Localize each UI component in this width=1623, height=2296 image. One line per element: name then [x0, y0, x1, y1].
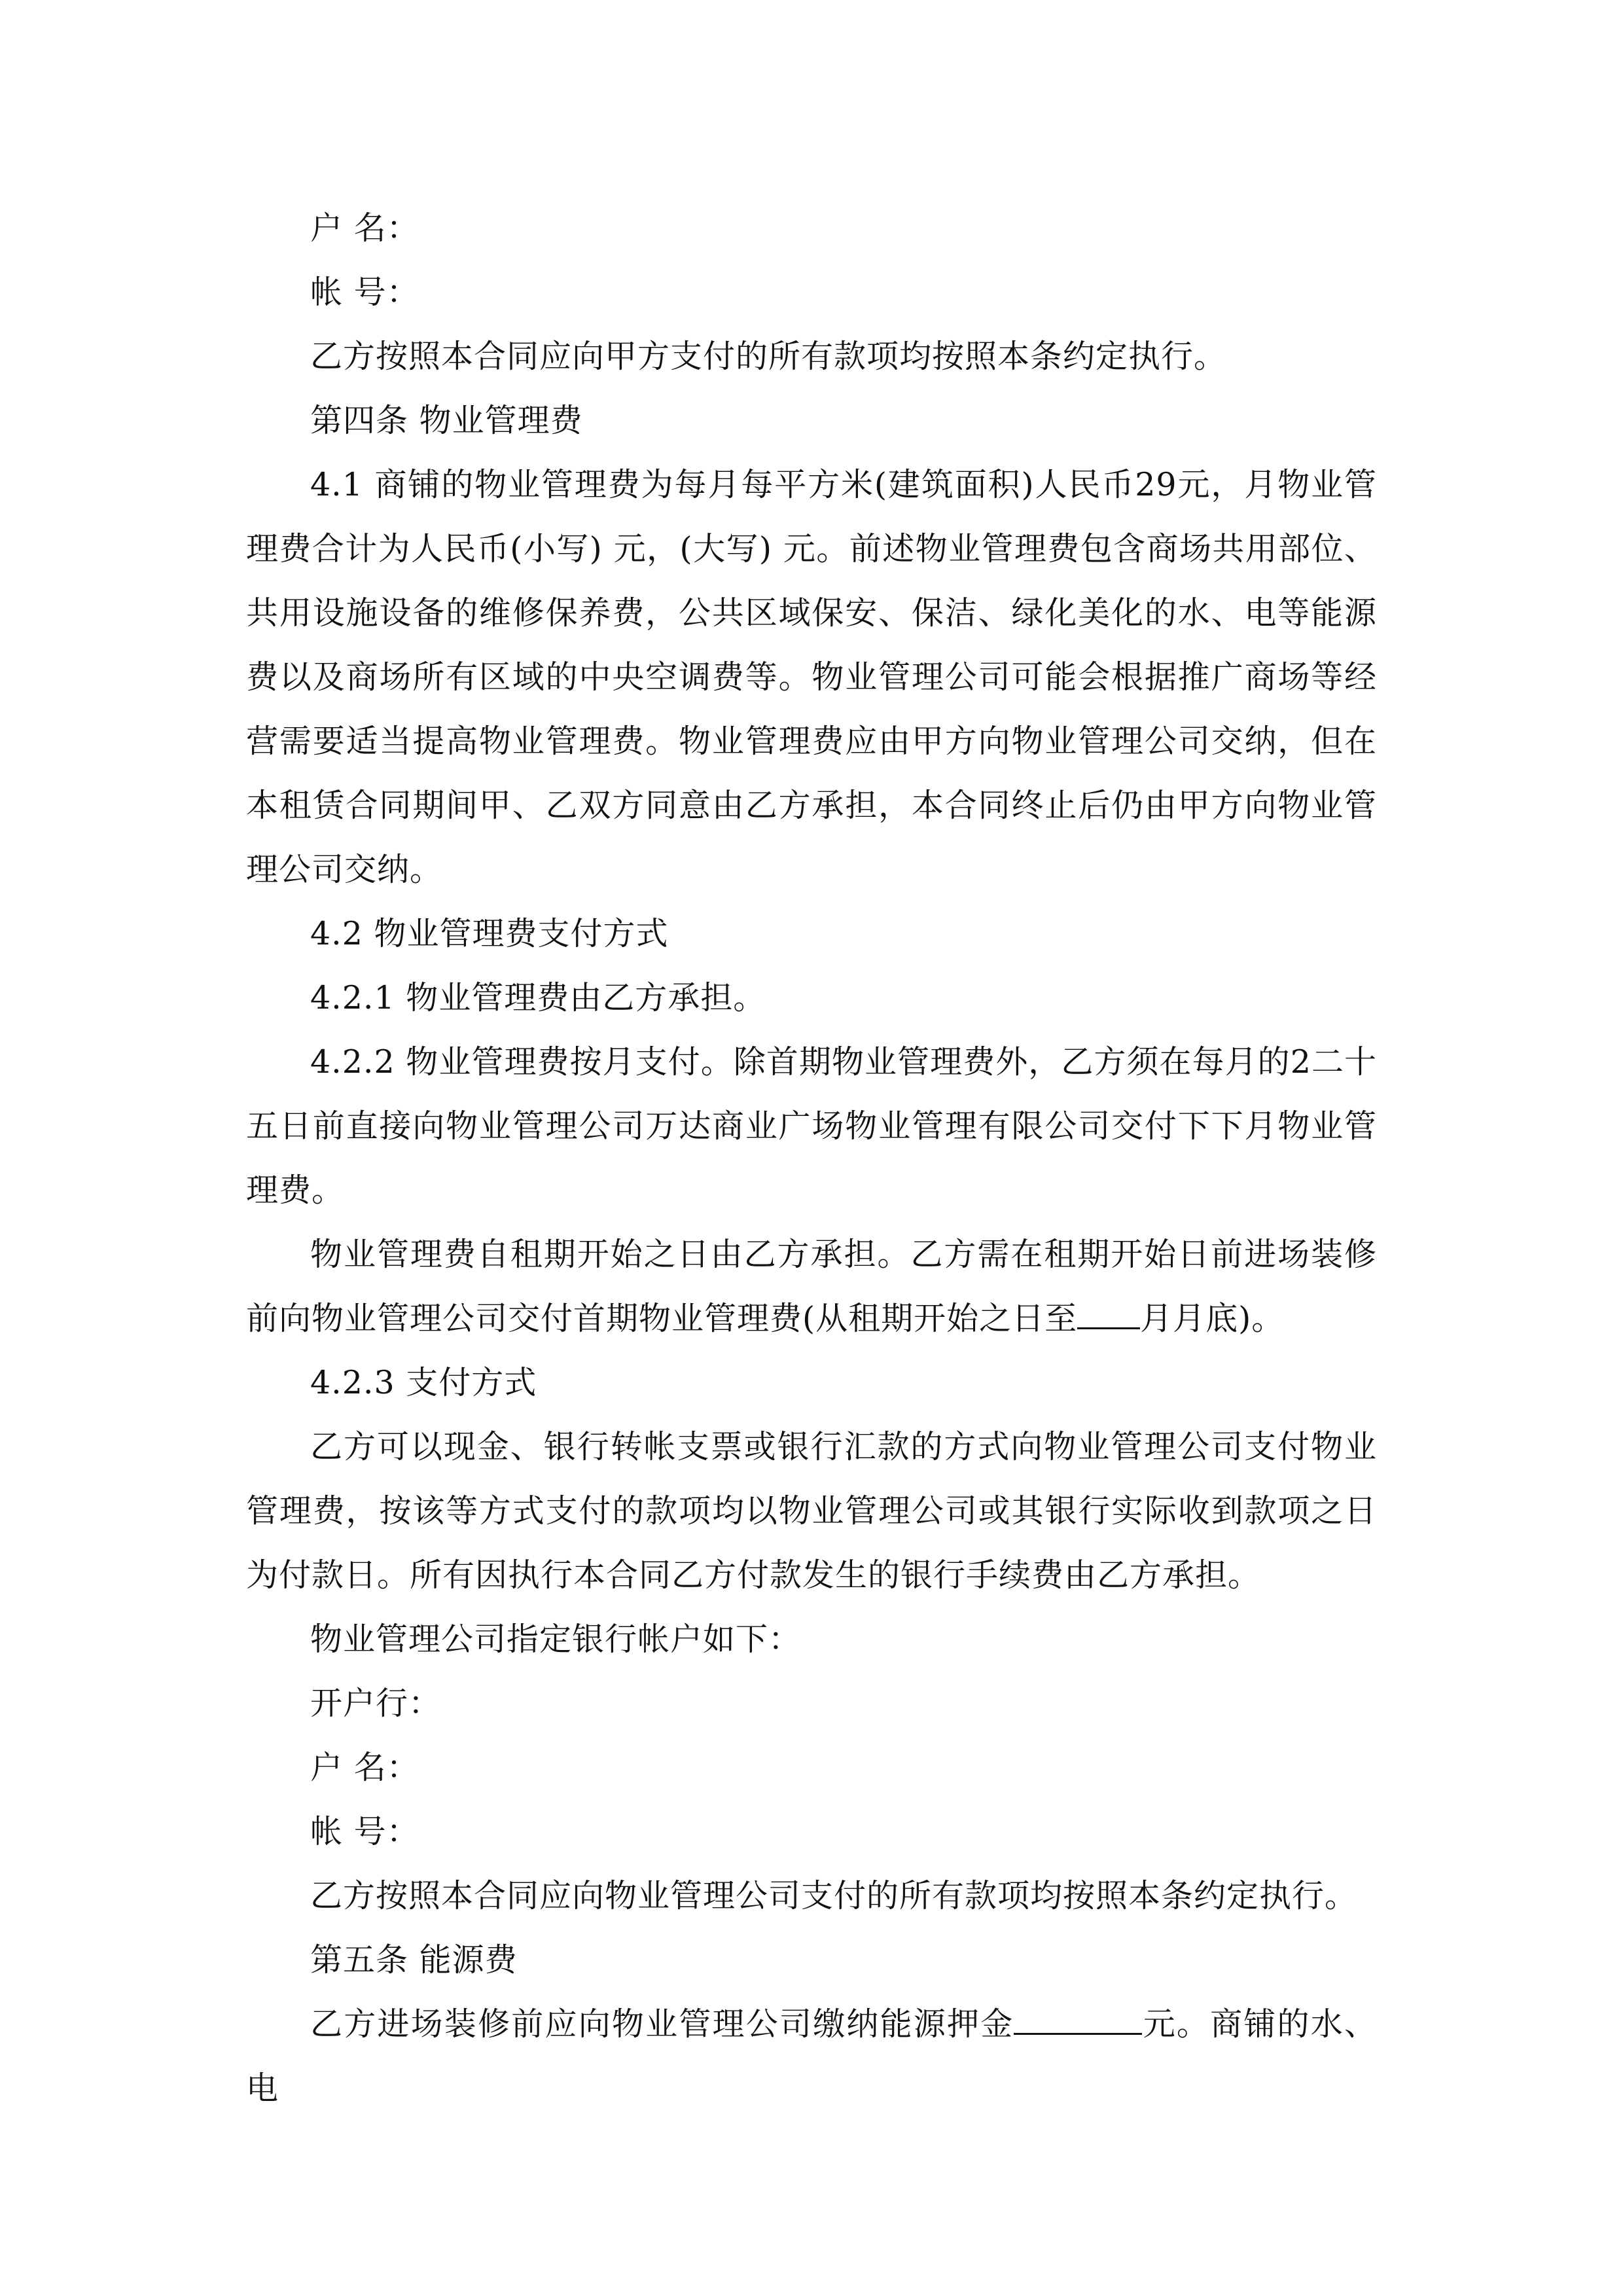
- clause-4-2-2-paragraph: 4.2.2 物业管理费按月支付。除首期物业管理费外，乙方须在每月的2二十五日前直接向物业管理公司万达商业广场物业管理有限公司交付下下月物业管理费。: [246, 1043, 1377, 1209]
- bank-account-number-line: 帐 号：: [310, 1813, 419, 1850]
- bank-name-line: 开户行：: [310, 1685, 442, 1722]
- first-period-fee-text: 物业管理费自租期开始之日由乙方承担。乙方需在租期开始日前进场装修前向物业管理公司交付首期物业管理费(从租期开始之日至: [246, 1236, 1377, 1337]
- month-blank: [1077, 1301, 1140, 1329]
- clause-4-2-1-paragraph: 4.2.1 物业管理费由乙方承担。: [310, 979, 766, 1016]
- article-4-heading: 第四条 物业管理费: [310, 402, 583, 439]
- payment-rule-paragraph: 乙方按照本合同应向甲方支付的所有款项均按照本条约定执行。: [310, 338, 1227, 375]
- first-period-fee-text-end: 月月底)。: [1140, 1300, 1285, 1337]
- account-name-line: 户 名：: [310, 209, 419, 247]
- account-number-line: 帐 号：: [310, 274, 419, 311]
- bank-account-name-line: 户 名：: [310, 1749, 419, 1786]
- bank-account-intro: 物业管理公司指定银行帐户如下：: [310, 1621, 802, 1658]
- clause-4-1-paragraph: 4.1 商铺的物业管理费为每月每平方米(建筑面积)人民币29元，月物业管理费合计为人民币(小写) 元，(大写) 元。前述物业管理费包含商场共用部位、共用设施设备的维修保养费，公共区域保安、保洁、绿化美化的水、电等能源费以及商场所有区域的中央空调费等。物业管理公司可能会根据推广商场等经营需要适当提高物业管理费。物业管理费应由甲方向物业管理公司交纳，但在本租赁合同期间甲、乙双方同意由乙方承担，本合同终止后仍由甲方向物业管理公司交纳。: [246, 466, 1377, 888]
- article-5-heading: 第五条 能源费: [310, 1941, 518, 1979]
- energy-deposit-paragraph: [246, 1992, 1377, 2121]
- document-body: [246, 196, 1377, 2121]
- energy-deposit-text: 乙方进场装修前应向物业管理公司缴纳能源押金: [310, 2005, 1014, 2043]
- property-payment-rule-paragraph: 乙方按照本合同应向物业管理公司支付的所有款项均按照本条约定执行。: [310, 1877, 1358, 1914]
- clause-4-2-3-heading: 4.2.3 支付方式: [310, 1364, 537, 1401]
- deposit-amount-blank: [1014, 2007, 1142, 2035]
- clause-4-2-heading: 4.2 物业管理费支付方式: [310, 915, 669, 952]
- first-period-fee-paragraph: [246, 1223, 1377, 1351]
- payment-method-paragraph: 乙方可以现金、银行转帐支票或银行汇款的方式向物业管理公司支付物业管理费，按该等方式支付的款项均以物业管理公司或其银行实际收到款项之日为付款日。所有因执行本合同乙方付款发生的银行手续费由乙方承担。: [246, 1428, 1377, 1594]
- energy-deposit-text-end: 元。商铺的水、电: [246, 2005, 1377, 2107]
